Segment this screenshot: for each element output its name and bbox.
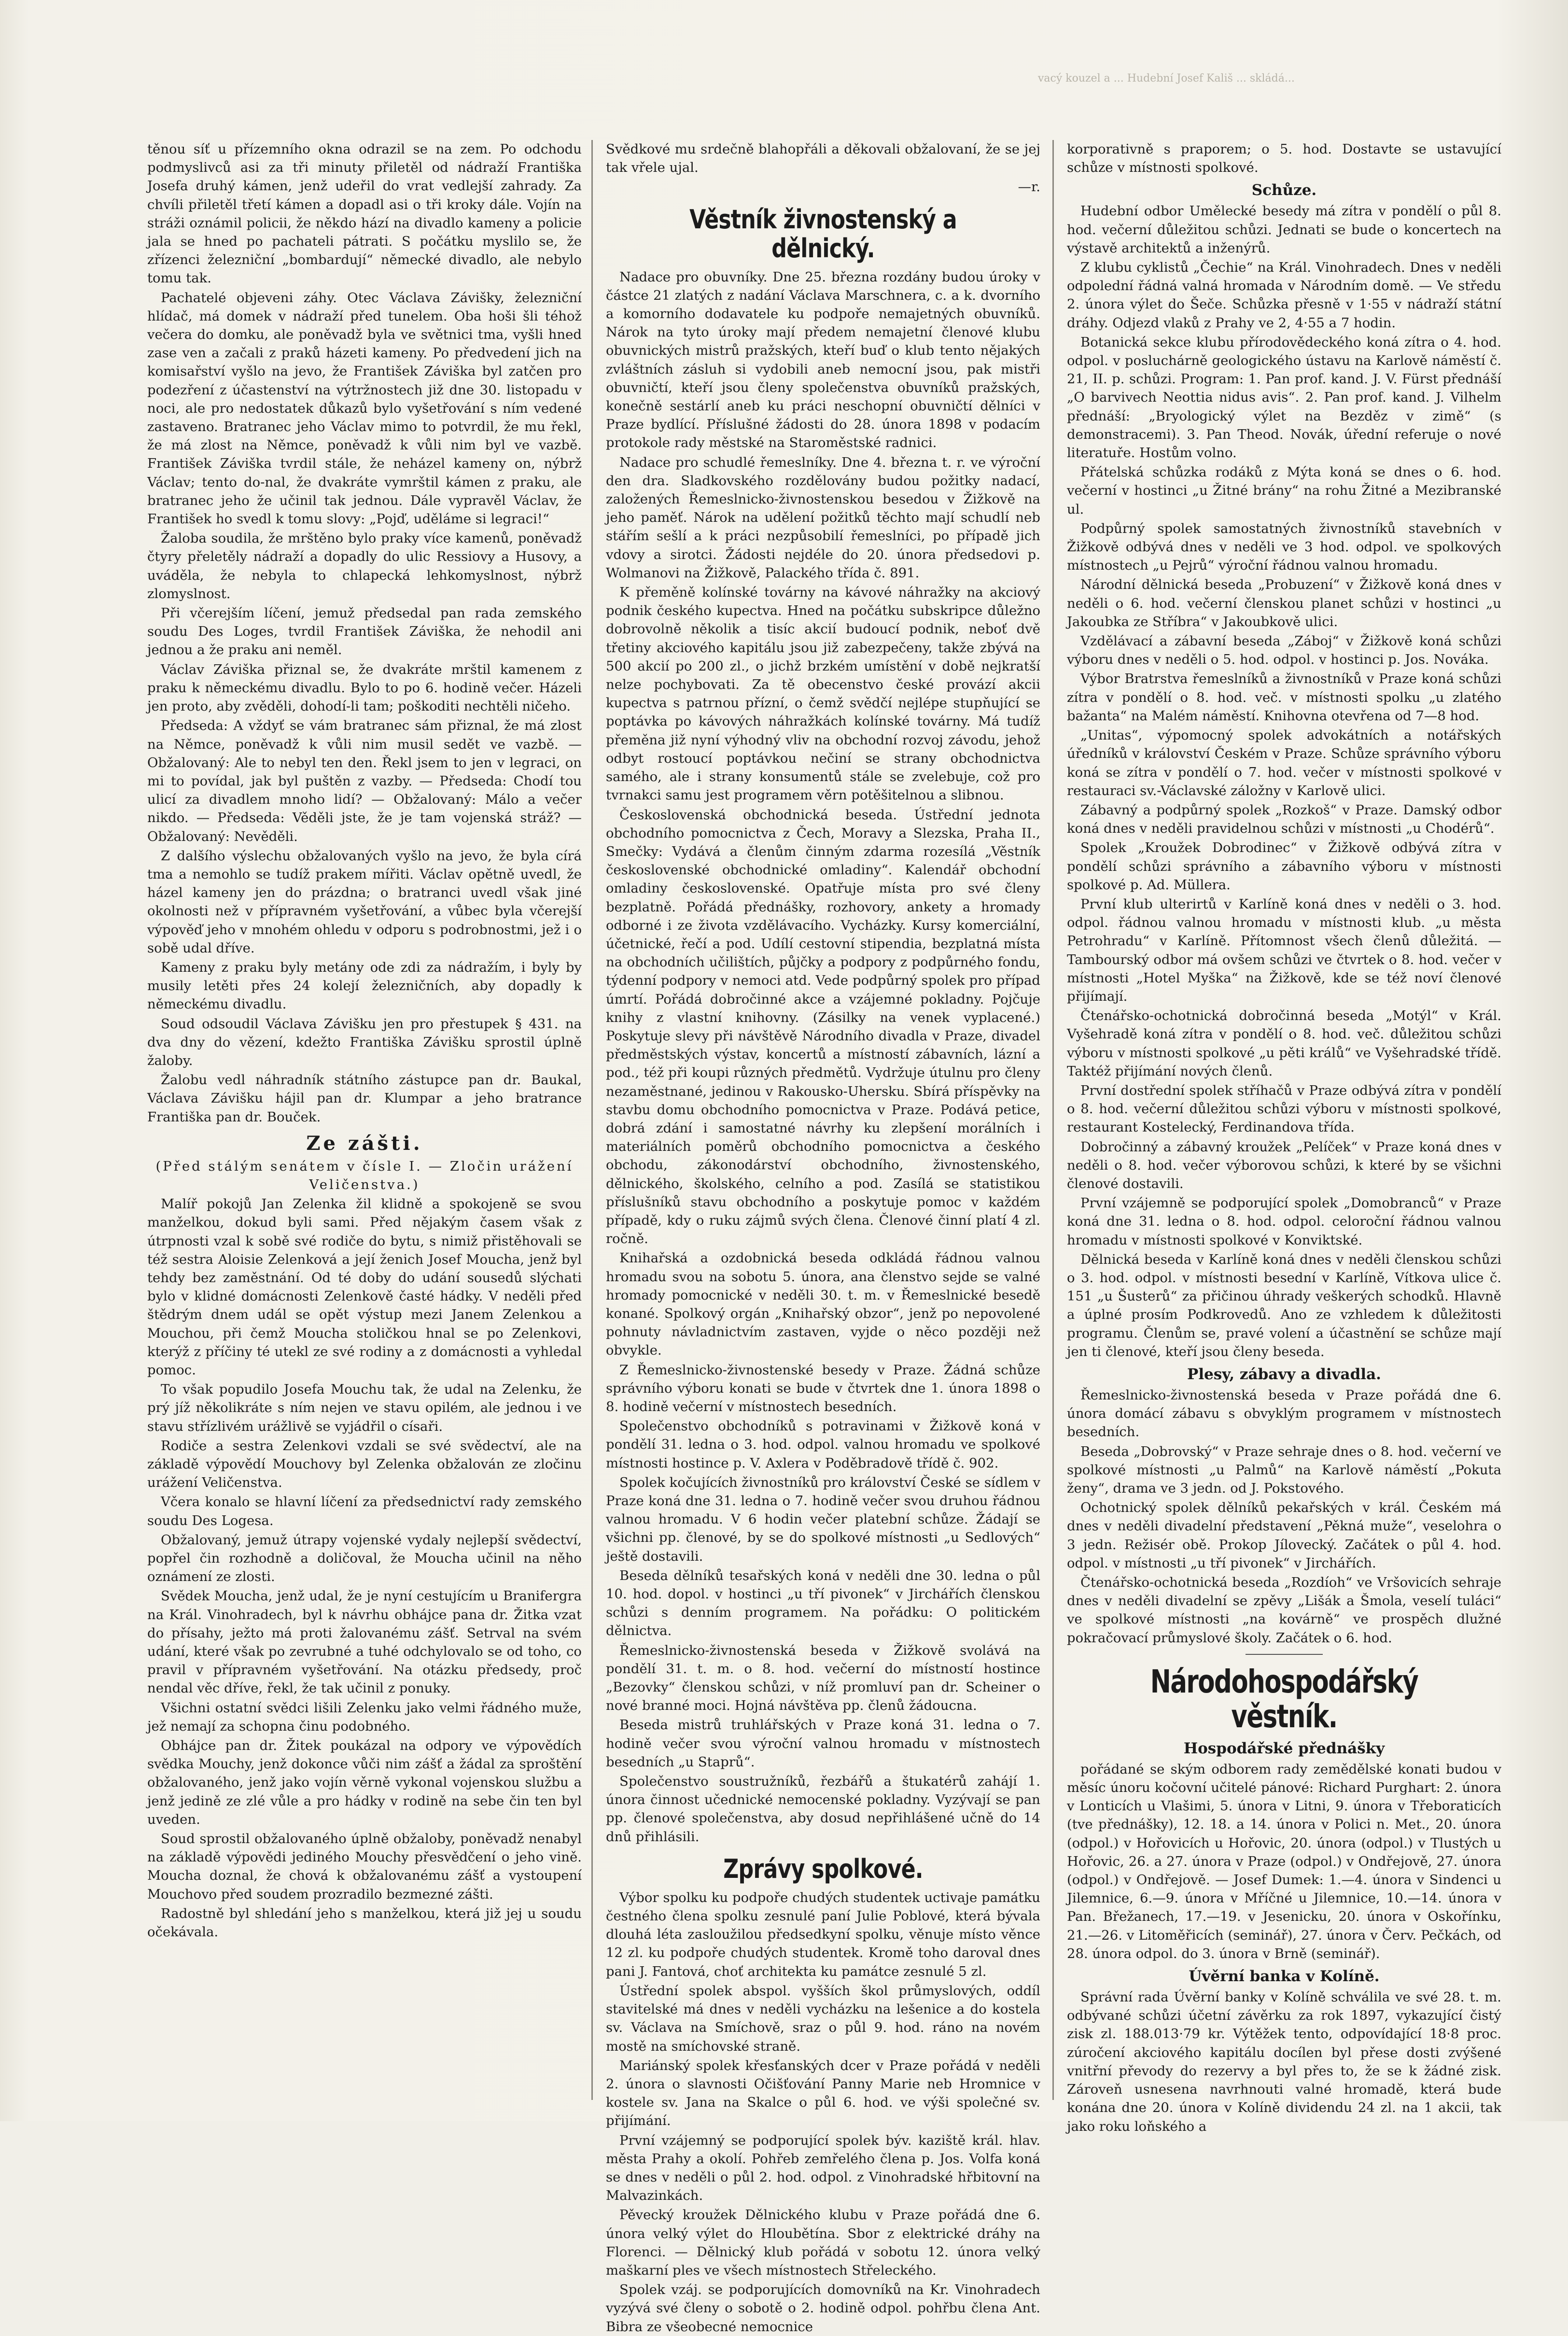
paragraph: Botanická sekce klubu přírodovědeckého koná zítra o 4. hod. odpol. v posluchárně geologického ústavu na Karlově náměstí č. 21, II. p. schůzi. Program: 1. Pan prof. kand. J. V. Fürst přednáší „O barvivech Neottia nidus avis“. 2. Pan prof. kand. J. Vilhelm přednáší: „Bryologický výlet na Bezděz v zimě“ (s demonstracemi). 3. Pan Theod. Novák, úřední referuje o nové literatuře. Hostům volno.	[1067, 334, 1501, 461]
subsection-heading: Hospodářské přednášky	[1183, 1739, 1385, 1757]
paragraph: Československá obchodnická beseda. Ústřední jednota obchodního pomocnictva z Čech, Moravy a Slezska, Praha II., Smečky: Vydává a členům činným zdarma rozesílá „Věstník československé obchodnické omladiny“. Kalendář obchodní omladiny československé. Opatřuje místa pro své členy bezplatně. Pořádá přednášky, rozhovory, ankety a hromady odborné i ze života vzdělávacího. Vycházky. Kursy komerciální, účetnické, řečí a pod. Udílí cestovní stipendia, bezplatná místa na obchodních učilištích, půjčky a podpory z podpůrného fondu, týdenní podpory v nemoci atd. Vede podpůrný spolek pro případ úmrtí. Pořádá dobročinné akce a vzájemné pokladny. Pojčuje knihy z vlastní knihovny. (Zásilky na venek vyplacené.) Poskytuje slevy při návštěvě Národního divadla v Praze, divadel předměstských výstav, koncertů a místností zábavních, lázní a pod., též při koupi různých předmětů. Vydržuje útulnu pro členy nezaměstnané, jedinou v Rakousko-Uhersku. Sbírá příspěvky na stavbu domu obchodního pomocnictva v Praze. Podává petice, dobrá zdání i samostatné návrhy ku zlepšení morálních i materiálních poměrů obchodního pomocnictva a českého obchodu, zákonodárství obchodního, živnostenského, dělnického, školského, celního a pod. Zasílá se statistikou příslušníků stavu obchodního a poskytuje pomoc v každém případě, kdy o ruku zájmů svých člena. Členové činní platí 4 zl. ročně.	[606, 807, 1040, 1247]
paragraph: Podpůrný spolek samostatných živnostníků stavebních v Žižkově odbývá dnes v neděli ve 3 hod. odpol. ve spolkových místnostech „u Pejrů“ výroční řádnou valnou hromadu.	[1067, 520, 1501, 574]
paragraph: Výbor spolku ku podpoře chudých studentek uctivaje památku čestného člena spolku zesnulé paní Julie Poblové, která bývala dlouhá léta zasloužilou předsedkyní spolku, věnuje místo věnce 12 zl. ku podpoře chudých studentek. Kromě toho daroval dnes pani J. Fantová, choť architekta ku památce zesnulé 5 zl.	[606, 1889, 1040, 1979]
paragraph: Spolek kočujících živnostníků pro království České se sídlem v Praze koná dne 31. ledna o 7. hodině večer svou druhou řádnou valnou hromadu. V 6 hodin večer platební schůze. Žádají se všichni pp. členové, by se do spolkové místnosti „u Sedlových“ ještě dostavili.	[606, 1474, 1040, 1564]
paragraph: Pachatelé objeveni záhy. Otec Václava Závišky, železniční hlídač, má domek v nádraží před tunelem. Oba hoši šli téhož večera do domku, ale poněvadž byla ve světnici tma, vyšli hned zase ven a začali z praků házeti kameny. Po předvedení jich na komisařství vyšlo na jevo, že František Záviška byl zatčen pro podezření z účastenství na výtržnostech již dne 30. listopadu v noci, ale pro nedostatek důkazů bylo vyšetřování s ním vedené zastaveno. Bratranec jeho Václav mimo to potvrdil, že mu řekl, že má zlost na Němce, poněvadž k vůli nim byl ve vazbě. František Záviška tvrdil stále, že neházel kameny on, nýbrž Václav; tento do-nal, že dvakráte vymrštil kámen z praku, ale bratranec jeho že učinil tak jednou. Dále vypravěl Václav, že František ho svedl k tomu slovy: „Pojď, uděláme si legraci!“	[147, 290, 582, 527]
paragraph: Nadace pro obuvníky. Dne 25. března rozdány budou úroky v částce 21 zlatých z nadání Václava Marschnera, c. a k. dvorního a komorního dodavatele ku podpoře nemajetných obuvníků. Nárok na tyto úroky mají předem nemajetní členové klubu obuvnických mistrů pražských, kteří buď o klub tento nějakých zvláštních zásluh si vydobili aneb nemocní jsou, pak mistři obuvničtí, kteří jsou členy společenstva obuvníků pražských, konečně sestárlí aneb ku práci neschopní obuvničtí dělníci v Praze bydlící. Příslušné žádosti do 28. února 1898 v podacím protokole rady městské na Staroměstské radnici.	[606, 269, 1040, 451]
column-2	[606, 140, 1040, 2335]
divider	[1246, 1654, 1323, 1655]
paragraph: těnou síť u přízemního okna odrazil se na zem. Po odchodu podmyslivců asi za tři minuty přiletěl od nádraží Františka Josefa druhý kámen, jenž udeřil do vrat vedlejší zahrady. Za chvíli přiletěl třetí kámen a dopadl asi o tři kroky dále. Vojín na stráži oznámil policii, že někdo hází na divadlo kameny a policie jala se hned po pachateli pátrati. S počátku myslilo se, že zřízenci železniční „bombardují“ německé divadlo, ale nebylo tomu tak.	[147, 141, 582, 286]
paragraph: Z Řemeslnicko-živnostenské besedy v Praze. Žádná schůze správního výboru konati se bude v čtvrtek dne 1. února 1898 o 8. hodině večerní v místnostech besedních.	[606, 1362, 1040, 1414]
paragraph: Společenstvo obchodníků s potravinami v Žižkově koná v pondělí 31. ledna o 3. hod. odpol. valnou hromadu ve spolkové místnosti hostince p. V. Axlera v Poděbradově třídě č. 902.	[606, 1418, 1040, 1471]
paragraph: K přeměně kolínské továrny na kávové náhražky na akciový podnik českého kupectva. Hned na počátku subskripce důležno dobrovolně několik a tisíc akcií budoucí podnik, neboť dvě třetiny akciového kapitálu jsou již zabezpečeny, takže zbývá na 500 akcií po 200 zl., o jichž brzkém umístění v době nejkratší nelze pochybovati. Za tě obecenstvo české provází akcii kupectva s patrnou přízní, o čemž svědčí nejlépe stupňující se poptávka po kávových náhražkách kolínské továrny. Má tudíž přeměna již nyní výhodný vliv na obchodní rozvoj závodu, jehož odbyt rostoucí poptávkou nečiní se strany obchodnictva samého, ale i strany konsumentů stále se zvelebuje, což pro tvrnakci samu jest programem věrn potěšitelnou a slibnou.	[606, 585, 1040, 803]
paragraph: Svědkové mu srdečně blahopřáli a děkovali obžalovaní, že se jej tak vřele ujal.	[606, 141, 1040, 176]
column-1	[147, 140, 582, 2100]
paragraph: Žaloba soudila, že mrštěno bylo praky více kamenů, poněvadž čtyry přeletěly nádraží a dopadly do ulic Ressiovy a Husovy, a uváděla, že nebyla to chlapecká lehkomyslnost, nýbrž zlomyslnost.	[147, 531, 582, 601]
paragraph: Včera konalo se hlavní líčení za předsednictví rady zemského soudu Des Logesa.	[147, 1494, 582, 1528]
paragraph: Mariánský spolek křesťanských dcer v Praze pořádá v neděli 2. února o slavnosti Očišťování Panny Marie neb Hromnice v kostele sv. Jana na Skalce o půl 6. hod. ve výši společné sv. přijímání.	[606, 2057, 1040, 2129]
paragraph: Radostně byl shledání jeho s manželkou, která již jej u soudu očekávala.	[147, 1905, 582, 1940]
paragraph: Soud odsoudil Václava Závišku jen pro přestupek § 431. na dva dny do vězení, kdežto Františka Závišku sprostil úplně žaloby.	[147, 1016, 582, 1068]
paragraph: První klub ulterirtů v Karlíně koná dnes v neděli o 3. hod. odpol. řádnou valnou hromadu v místnosti klub. „u města Petrohradu“ v Karlíně. Přítomnost všech členů důležitá. — Tambourský odbor má ovšem schůzi ve čtvrtek o 8. hod. večer v místnosti „Hotel Myška“ na Žižkově, kde se též noví členové přijímají.	[1067, 896, 1501, 1004]
paragraph: Z dalšího výslechu obžalovaných vyšlo na jevo, že byla círá tma a nemohlo se tudíž prakem mířiti. Václav opětně uvedl, že házel kameny jen do prázdna; o bratranci uvedl však jiné okolnosti než v přípravném vyšetřování, a vůbec byla včerejší výpověď jeho v mnohém ohledu v odporu s podrobnostmi, jež i o sobě udal dříve.	[147, 848, 582, 956]
paragraph: Hudební odbor Umělecké besedy má zítra v pondělí o půl 8. hod. večerní důležitou schůzi. Jednati se bude o koncertech na výstavě architektů a inženýrů.	[1067, 203, 1501, 256]
paragraph: Ústřední spolek abspol. vyšších škol průmyslových, oddíl stavitelské má dnes v neděli vycházku na lešenice a do kostela sv. Václava na Smíchově, sraz o půl 9. hod. ráno na novém mostě na smíchovské straně.	[606, 1983, 1040, 2054]
paragraph: Ochotnický spolek dělníků pekařských v král. Českém má dnes v neděli divadelní představení „Pěkná muže“, veselohra o 3 jedn. Režisér obě. Prokop Jílovecký. Začátek o půl 4. hod. odpol. v místnosti „u tří pivonek“ v Jirchářích.	[1067, 1500, 1501, 1571]
paragraph: Nadace pro schudlé řemeslníky. Dne 4. března t. r. ve výroční den dra. Sladkovského rozdělovány budou požitky nadací, založených Řemeslnicko-živnostenskou besedou v Žižkově na jeho paměť. Nárok na udělení požitků těchto mají schudlí neb stářím sešlí a k práci nezpůsobilí řemeslníci, po případě jich vdovy a sirotci. Žádosti nejdéle do 20. února předsedovi p. Wolmanovi na Žižkově, Palackého třída č. 891.	[606, 454, 1040, 581]
paragraph: pořádané se ským odborem rady zemědělské konati budou v měsíc únoru kočovní učitelé pánové: Richard Purghart: 2. února v Lonticích u Vlašimi, 5. února v Litni, 9. února v Třeboraticích (tve přednášky), 12. 18. a 14. února v Polici n. Met., 20. února (odpol.) v Hořovicích u Hořovic, 20. února (odpol.) v Tlustých u Hořovic, 26. a 27. února v Praze (odpol.) v Ondřejově, 27. února (odpol.) v Ondřejově. — Josef Dumek: 1.—4. února v Sindenci u Jilemnice, 6.—9. února v Mříčné u Jilemnice, 10.—14. února v Pan. Břežanech, 17.—19. v Jesenicku, 20. února v Oskořínku, 21.—26. v Litoměřicích (seminář), 27. února v Červ. Pečkách, od 28. února odpol. do 3. února v Brně (seminář).	[1067, 1761, 1501, 1961]
paragraph: Výbor Bratrstva řemeslníků a živnostníků v Praze koná schůzi zítra v pondělí o 8. hod. več. v místnosti spolku „u zlatého bažanta“ na Malém náměstí. Knihovna otevřena od 7—8 hod.	[1067, 671, 1501, 724]
subsection-heading: Plesy, zábavy a divadla.	[1187, 1366, 1381, 1383]
paragraph: Kameny z praku byly metány ode zdi za nádražím, i byly by musily letěti přes 24 kolejí železničních, aby dopadly k německému divadlu.	[147, 959, 582, 1012]
paragraph: Václav Záviška přiznal se, že dvakráte mrštil kamenem z praku k německému divadlu. Bylo to po 6. hodině večer. Házeli jen proto, aby zvěděli, dohodí-li tam; poškoditi nechtěli ničeho.	[147, 661, 582, 714]
signature: —r.	[1018, 179, 1040, 195]
paragraph: Přátelská schůzka rodáků z Mýta koná se dnes o 6. hod. večerní v hostinci „u Žitné brány“ na rohu Žitné a Mezibranské ul.	[1067, 464, 1501, 517]
paragraph: Čtenářsko-ochotnická dobročinná beseda „Motýl“ v Král. Vyšehradě koná zítra v pondělí o 8. hod. več. důležitou schůzi výboru v místnosti spolkové „u pěti králů“ ve Vyšehradské třídě. Taktéž přijímání nových členů.	[1067, 1008, 1501, 1079]
article-subheading: (Před stálým senátem v čísle I. — Zločin urážení Veličenstva.)	[155, 1158, 574, 1192]
paragraph: Soud sprostil obžalovaného úplně obžaloby, poněvadž nenabyl na základě výpovědi jediného Mouchy přesvědčení o jeho vině. Moucha doznal, že chová k obžalovanému zášť a vystoupení Mouchovo před soudem prozradilo bezmezné zášti.	[147, 1831, 582, 1902]
section-heading: Věstník živnostenský a dělnický.	[689, 204, 957, 264]
paragraph: Spolek „Kroužek Dobrodinec“ v Žižkově odbývá zítra v pondělí schůzi správního a zábavního výboru v místnosti spolkové p. Ad. Müllera.	[1067, 840, 1501, 893]
paragraph: Řemeslnicko-živnostenská beseda v Praze pořádá dne 6. února domácí zábavu s obvyklým programem v místnostech besedních.	[1067, 1387, 1501, 1440]
paragraph: První dostřední spolek stříhačů v Praze odbývá zítra v pondělí o 8. hod. večerní důležitou schůzi výboru v místnosti spolkové, restaurant Kostelecký, Ferdinandova třída.	[1067, 1082, 1501, 1135]
paragraph: Beseda mistrů truhlářských v Praze koná 31. ledna o 7. hodině večer svou výroční valnou hromadu v místnostech besedních „u Staprů“.	[606, 1717, 1040, 1770]
paragraph: Žalobu vedl náhradník státního zástupce pan dr. Baukal, Václava Závišku hájil pan dr. Klumpar a jeho bratrance Františka pan dr. Bouček.	[147, 1072, 582, 1125]
paragraph: Malíř pokojů Jan Zelenka žil klidně a spokojeně se svou manželkou, dokud byli sami. Před nějakým časem však z útrpnosti vzal k sobě své rodiče do bytu, s nimiž přistěhovali se též sestra Aloisie Zelenková a její ženich Josef Moucha, jenž byl tehdy bez zaměstnání. Od té doby do udání sousedů slýchati bylo v klidné domácnosti Zelenkově časté hádky. V neděli před štědrým dnem udál se opět výstup mezi Janem Zelenkou a Mouchou, při čemž Moucha stoličkou hnal se po Zelenkovi, kterýž z příčiny té utekl ze své rodiny a z domácnosti a vyhledal pomoc.	[147, 1196, 582, 1378]
paragraph: Předseda: A vždyť se vám bratranec sám přiznal, že má zlost na Němce, poněvadž k vůli nim musil sedět ve vazbě. — Obžalovaný: Ale to nebyl ten den. Řekl jsem to jen v legraci, on mi to povídal, jak byl puštěn z vazby. — Předseda: Chodí tou ulicí za divadlem mnoho lidí? — Obžalovaný: Málo a večer nikdo. — Předseda: Věděli jste, že je tam vojenská stráž? — Obžalovaný: Nevěděli.	[147, 718, 582, 844]
paragraph: Svědek Moucha, jenž udal, že je nyní cestujícím u Branifergra na Král. Vinohradech, byl k návrhu obhájce pana dr. Žitka vzat do přísahy, ježto má proti žalovanému zášť. Setrval na svém udání, které však po zevrubné a tuhé odchylovalo se od toho, co pravil v přípravném vyšetřování. Na otázku předsedy, proč nendal věc dříve, řekl, že tak učinil z ponuky.	[147, 1588, 582, 1696]
paragraph: Společenstvo soustružníků, řezbářů a štukatérů zahájí 1. února činnost učednické nemocenské pokladny. Vyzývají se pan pp. členové společenstva, aby dosud nepřihlášené učně do 14 dnů přihlásili.	[606, 1774, 1040, 1845]
subsection-heading: Úvěrní banka v Kolíně.	[1189, 1968, 1380, 1986]
paragraph: Pěvecký kroužek Dělnického klubu v Praze pořádá dne 6. února velký výlet do Hloubětína. Sbor z elektrické dráhy na Florenci. — Dělnický klub pořádá v sobotu 12. února velký maškarní ples ve všech místnostech Střeleckého.	[606, 2207, 1040, 2278]
bleed-through-text: vacý kouzel a ... Hudební Josef Kališ ... skládá...	[1038, 72, 1295, 84]
paragraph: Zábavný a podpůrný spolek „Rozkoš“ v Praze. Damský odbor koná dnes v neděli pravidelnou schůzi v místnosti „u Chodérů“.	[1067, 802, 1501, 837]
paragraph: Všichni ostatní svědci lišili Zelenku jako velmi řádného muže, jež nemají za schopna činu podobného.	[147, 1700, 582, 1734]
paragraph: Národní dělnická beseda „Probuzení“ v Žižkově koná dnes v neděli o 6. hod. večerní členskou planet schůzi v hostinci „u Jakoubka ze Stříbra“ v Jakoubkově ulici.	[1067, 577, 1501, 629]
paragraph: Obžalovaný, jemuž útrapy vojenské vydaly nejlepší svědectví, popřel čin rozhodně a doličoval, že Moucha učinil na něho oznámení ze zlosti.	[147, 1532, 582, 1585]
paragraph: Beseda dělníků tesařských koná v neděli dne 30. ledna o půl 10. hod. dopol. v hostinci „u tří pivonek“ v Jirchářích členskou schůzi s denním programem. Na pořádku: O politickém dělnictva.	[606, 1567, 1040, 1639]
column-rule-2	[1052, 140, 1054, 2100]
paragraph: Vzdělávací a zábavní beseda „Záboj“ v Žižkově koná schůzi výboru dnes v neděli o 5. hod. odpol. v hostinci p. Jos. Nováka.	[1067, 633, 1501, 668]
column-rule-1	[591, 140, 593, 2100]
paragraph: „Unitas“, výpomocný spolek advokátních a notářských úředníků v království Českém v Praze. Schůze správního výboru koná se zítra v pondělí o 7. hod. večer v místnosti spolkové v restauraci sv.-Václavské záložny v Karlově ulici.	[1067, 727, 1501, 798]
paragraph: První vzájemný se podporující spolek býv. kaziště král. hlav. města Prahy a okolí. Pohřeb zemřelého člena p. Jos. Volfa koná se dnes v neděli o půl 2. hod. odpol. z Vinohradské hřbitovní na Malvazinkách.	[606, 2132, 1040, 2204]
paragraph: Z klubu cyklistů „Čechie“ na Král. Vinohradech. Dnes v neděli odpolední řádná valná hromada v Národním domě. — Ve středu 2. února výlet do Šeče. Schůzka přesně v 1·55 v nádraží státní dráhy. Odjezd vlaků z Prahy ve 2, 4·55 a 7 hodin.	[1067, 260, 1501, 331]
paragraph: Při včerejším líčení, jemuž předsedal pan rada zemského soudu Des Loges, tvrdil František Záviška, že nehodil ani jednou a že praku ani neměl.	[147, 605, 582, 658]
paragraph: Dělnická beseda v Karlíně koná dnes v neděli členskou schůzi o 3. hod. odpol. v místnosti besední v Karlíně, Vítkova ulice č. 151 „u Šusterů“ za přičinou úhrady veškerých schodků. Hlavně a úplné prosím Podkrovedů. Ano ze vzhledem k důležitosti programu. Členům se, pravé volení a účastnění se schůze mají jen ti členové, kteří jsou členy beseda.	[1067, 1251, 1501, 1359]
paragraph: Čtenářsko-ochotnická beseda „Rozdíoh“ ve Vršovicích sehraje dnes v neděli divadelní se zpěvy „Lišák a Šmola, veselí tuláci“ ve spolkové místnosti „na kovárně“ ve prospěch dlužné pokračovací průmyslové školy. Začátek o 6. hod.	[1067, 1575, 1501, 1646]
paragraph: To však popudilo Josefa Mouchu tak, že udal na Zelenku, že prý jíž několikráte s ním nejen ve stavu opilém, ale jednou i ve stavu střízlivém urážlivě se vyjádřil o císaři.	[147, 1382, 582, 1434]
paragraph: Řemeslnicko-živnostenská beseda v Žižkově svolává na pondělí 31. t. m. o 8. hod. večerní do místností hostince „Bezovky“ členskou schůzi, v níž promluví pan dr. Scheiner o nové branné moci. Hojná návštěva pp. členů žádoucna.	[606, 1642, 1040, 1714]
article-heading: Ze zášti.	[306, 1132, 423, 1155]
paragraph: Spolek vzáj. se podporujících domovníků na Kr. Vinohradech vyzývá své členy o sobotě o 2. hodině odpol. pohřbu člena Ant. Bibra ze všeobecné nemocnice	[606, 2282, 1040, 2335]
column-3	[1067, 140, 1501, 2134]
paragraph: Knihařská a ozdobnická beseda odkládá řádnou valnou hromadu svou na sobotu 5. února, ana členstvo sejde se valné hromady pomocnické v neděli 30. t. m. v Řemeslnické besedě konané. Spolkový orgán „Knihařský obzor“, jenž po nepovolené pohnuty návladnictvím zastaven, vyjde o něco později než obvykle.	[606, 1250, 1040, 1358]
paragraph: První vzájemně se podporující spolek „Domobranců“ v Praze koná dne 31. ledna o 8. hod. odpol. celoroční řádnou valnou hromadu v místnosti spolkové v Konviktské.	[1067, 1195, 1501, 1248]
subsection-heading: Schůze.	[1251, 182, 1317, 199]
paragraph: Dobročinný a zábavný kroužek „Pelíček“ v Praze koná dnes v neděli o 8. hod. večer výborovou schůzi, k které by se všichni členové dostavili.	[1067, 1139, 1501, 1191]
paragraph: Beseda „Dobrovský“ v Praze sehraje dnes o 8. hod. večerní ve spolkové místnosti „u Palmů“ na Karlově náměstí „Pokuta ženy“, drama ve 3 jedn. od J. Pokstového.	[1067, 1443, 1501, 1497]
paragraph: korporativně s praporem; o 5. hod. Dostavte se ustavující schůze v místnosti spolkové.	[1067, 141, 1501, 176]
section-heading: Zprávy spolkové.	[723, 1853, 923, 1884]
paragraph: Rodiče a sestra Zelenkovi vzdali se své svědectví, ale na základě výpovědí Mouchovy byl Zelenka obžalován ze zločinu urážení Veličenstva.	[147, 1438, 582, 1491]
paragraph: Obhájce pan dr. Žitek poukázal na odpory ve výpovědích svědka Mouchy, jenž dokonce vůči nim zášť a žádal za sproštění obžalovaného, jenž jako vojín věrně vykonal vojenskou službu a jenž jedině ze zlé vůle a pro hádky v rodině na sebe čin ten byl uveden.	[147, 1738, 582, 1827]
section-heading: Národohospodářský věstník.	[1150, 1663, 1418, 1735]
paragraph: Správní rada Úvěrní banky v Kolíně schválila ve své 28. t. m. odbývané schůzi účetní závěrku za rok 1897, vykazující čistý zisk zl. 188.013·79 kr. Výtěžek tento, odpovídající 18·8 proc. zúročení akciového kapitálu docílen byl přese dosti zvýšené vnitřní převody do rezervy a byl přes to, že se k žádné zisk. Zároveň usnesena navrhnouti valné hromadě, která bude konána dne 20. února v Kolíně dividendu 24 zl. na 1 akcii, tak jako roku loňského a	[1067, 1989, 1501, 2134]
